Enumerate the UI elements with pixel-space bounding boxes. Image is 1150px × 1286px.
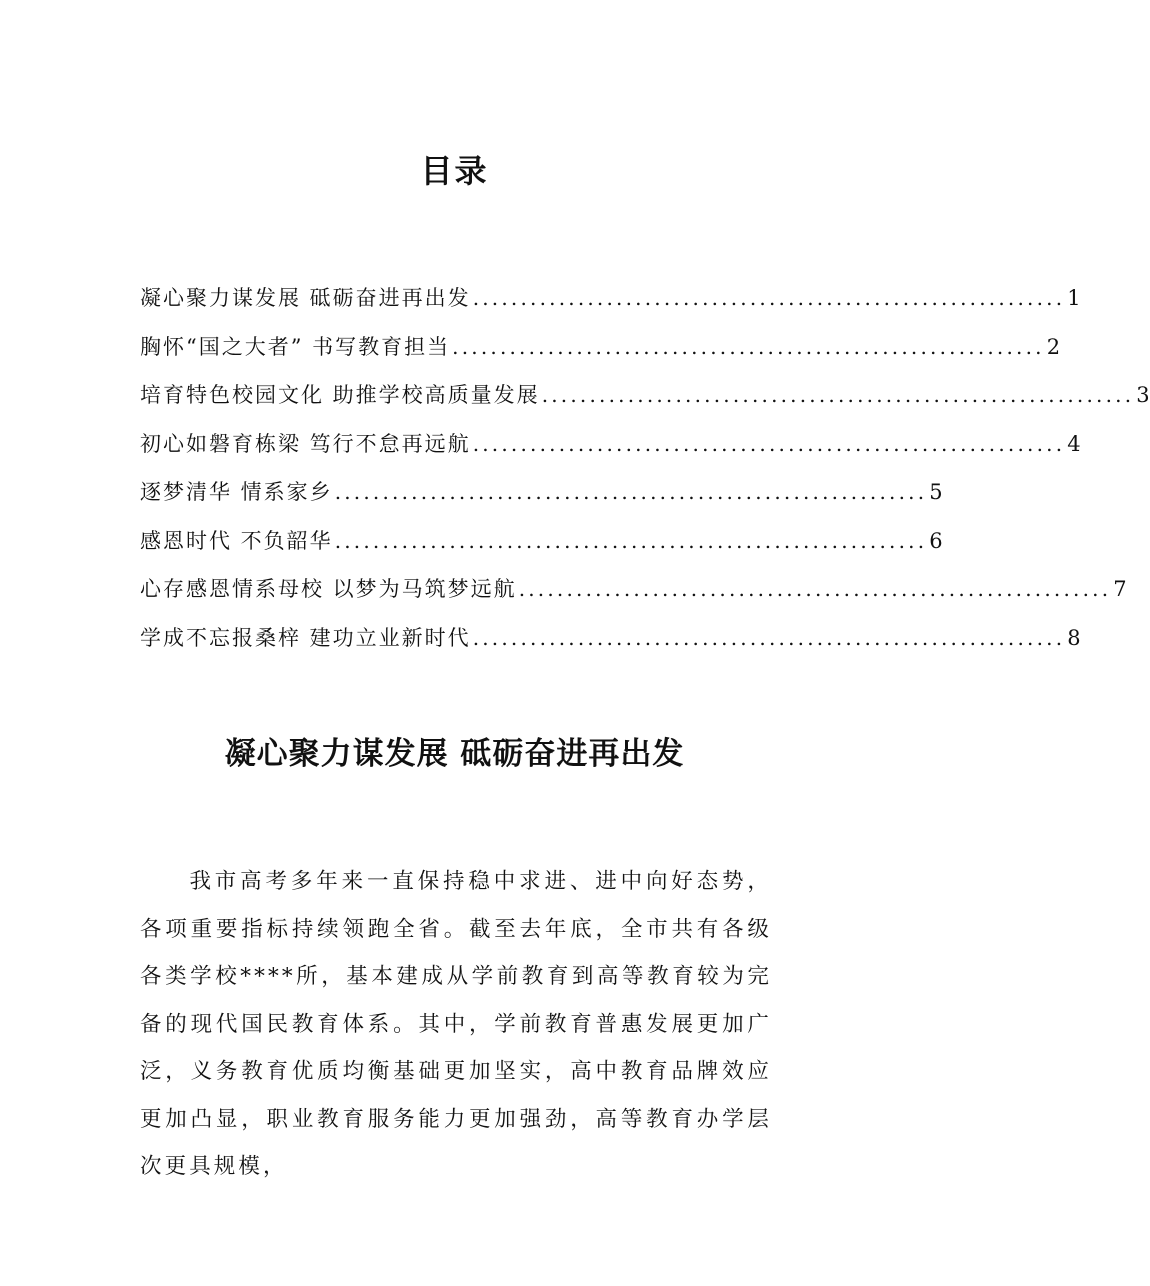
toc-entry[interactable] xyxy=(140,282,1081,331)
toc-leader-dots: .............................................................. xyxy=(452,334,1045,359)
toc-entry-title: 培育特色校园文化 助推学校高质量发展 xyxy=(140,383,540,407)
toc-entry-page: 6 xyxy=(929,528,943,553)
toc-entry-page: 3 xyxy=(1136,383,1150,407)
toc-leader-dots: .............................................................. xyxy=(334,480,928,504)
toc-entry-title: 学成不忘报桑梓 建功立业新时代 xyxy=(140,625,471,650)
toc-entry[interactable] xyxy=(140,379,1150,428)
article-title: 凝心聚力谋发展 砥砺奋进再出发 xyxy=(224,736,685,772)
toc-entry-title: 心存感恩情系母校 以梦为马筑梦远航 xyxy=(140,577,517,601)
toc-entry[interactable] xyxy=(140,622,1081,671)
toc-entry[interactable] xyxy=(140,331,1061,380)
toc-entry-title: 逐梦清华 情系家乡 xyxy=(140,480,333,504)
toc-entry-title: 凝心聚力谋发展 砥砺奋进再出发 xyxy=(140,286,471,310)
toc-entry[interactable] xyxy=(140,428,1081,477)
toc-title: 目录 xyxy=(420,152,489,190)
toc-entry-title: 初心如磐育栋梁 笃行不怠再远航 xyxy=(140,431,471,456)
toc-leader-dots: .............................................................. xyxy=(334,528,928,553)
toc-entry-page: 1 xyxy=(1067,286,1081,310)
toc-entry[interactable] xyxy=(140,573,1127,622)
toc-leader-dots: .............................................................. xyxy=(472,286,1066,310)
toc-entry[interactable] xyxy=(140,525,943,574)
toc-entry-page: 8 xyxy=(1067,625,1081,650)
toc-entry-title: 胸怀“国之大者” 书写教育担当 xyxy=(140,334,451,359)
toc-entry-page: 4 xyxy=(1067,431,1081,456)
article-paragraph: 我市高考多年来一直保持稳中求进、进中向好态势，各项重要指标持续领跑全省。截至去年底，全市共有各级各类学校****所，基本建成从学前教育到高等教育较为完备的现代国民教育体系。其中，学前教育普惠发展更加广泛，义务教育优质均衡基础更加坚实，高中教育品牌效应更加凸显，职业教育服务能力更加强劲，高等教育办学层次更具规模， xyxy=(140,869,772,1179)
toc-leader-dots: .............................................................. xyxy=(541,383,1135,407)
toc-entry[interactable] xyxy=(140,476,943,525)
toc-entry-page: 2 xyxy=(1046,334,1061,359)
toc-entry-page: 5 xyxy=(929,480,943,504)
toc-leader-dots: .............................................................. xyxy=(472,625,1066,650)
toc-entry-page: 7 xyxy=(1113,577,1127,601)
table-of-contents xyxy=(140,282,1150,670)
toc-entry-title: 感恩时代 不负韶华 xyxy=(140,528,333,553)
toc-leader-dots: .............................................................. xyxy=(472,431,1066,456)
toc-leader-dots: .............................................................. xyxy=(518,577,1112,601)
